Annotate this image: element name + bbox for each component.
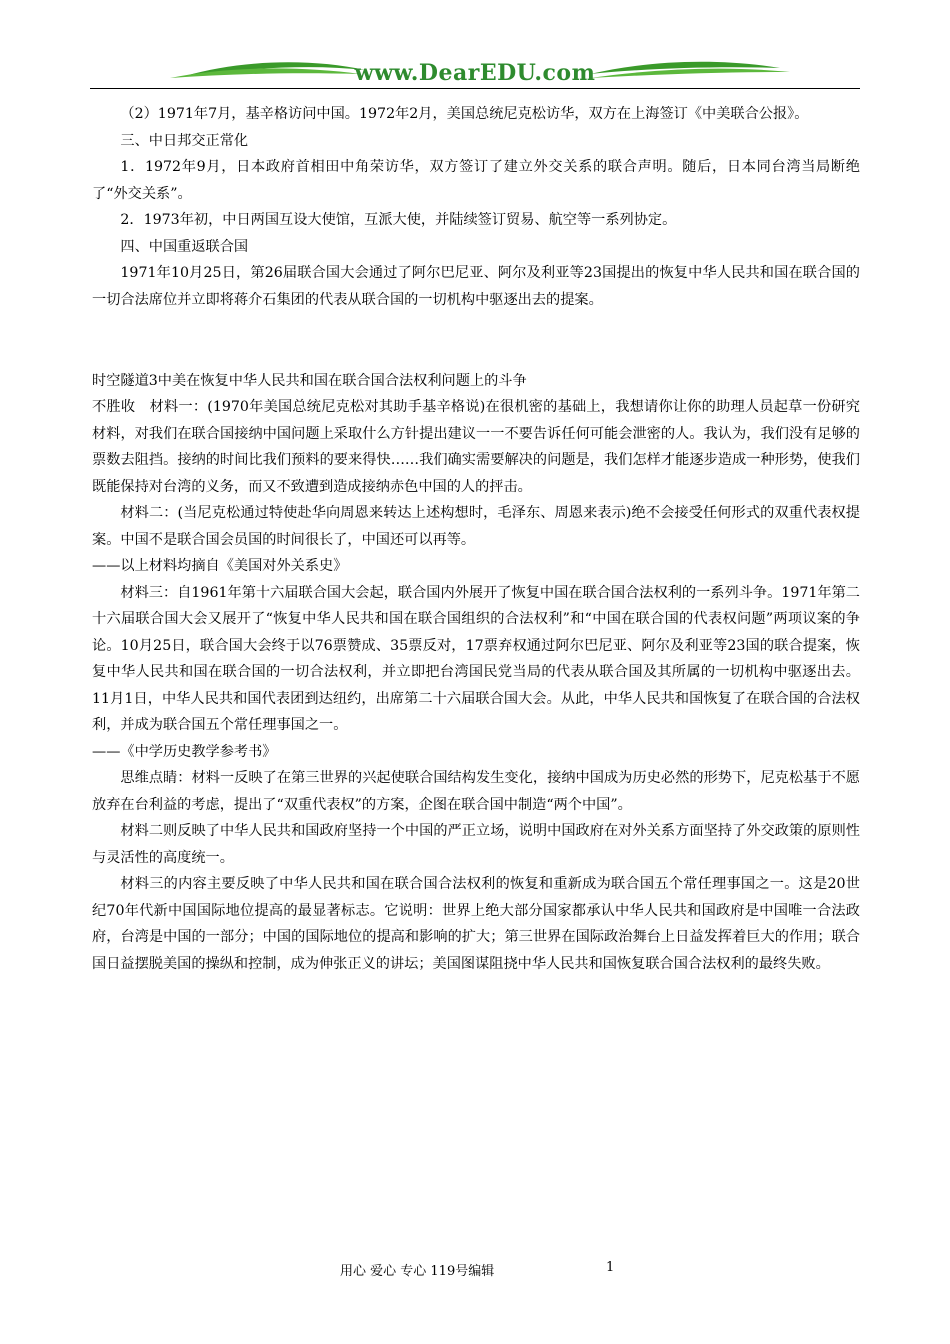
footer-text: 用心 爱心 专心 119号编辑 [340, 1264, 495, 1279]
paragraph: 时空隧道3中美在恢复中华人民共和国在联合国合法权利问题上的斗争 [92, 372, 527, 389]
paragraph: 不胜收 材料一：(1970年美国总统尼克松对其助手基辛格说)在很机密的基础上，我想请你让你的助理人员起草一份研究材料，对我们在联合国接纳中国问题上采取什么方针提出建议一一不要告诉任何可能会泄密的人。我认为，我们没有足够的票数去阻挡。接纳的时间比我们预料的要来得快……我们确实需要解决的问题是，我们怎样才能逐步造成一种形势，使我们既能保持对台湾的义务，而又不致遭到造成接纳赤色中国的人的抨击。 [92, 399, 860, 495]
header-divider [90, 88, 860, 89]
paragraph: 材料三：自1961年第十六届联合国大会起，联合国内外展开了恢复中国在联合国合法权利的一系列斗争。1971年第二十六届联合国大会又展开了“恢复中华人民共和国在联合国组织的合法权利”和“中国在联合国的代表权问题”两项议案的争论。10月25日，联合国大会终于以76票赞成、35票反对，17票弃权通过阿尔巴尼亚、阿尔及利亚等23国的联合提案，恢复中华人民共和国在联合国的一切合法权利，并立即把台湾国民党当局的代表从联合国及其所属的一切机构中驱逐出去。11月1日，中华人民共和国代表团到达纽约，出席第二十六届联合国大会。从此，中华人民共和国恢复了在联合国的合法权利，并成为联合国五个常任理事国之一。 [92, 584, 860, 734]
paragraph: 1971年10月25日，第26届联合国大会通过了阿尔巴尼亚、阿尔及利亚等23国提出的恢复中华人民共和国在联合国的一切合法席位并立即将蒋介石集团的代表从联合国的一切机构中驱逐出去的提案。 [92, 265, 860, 308]
paragraph: 材料二则反映了中华人民共和国政府坚持一个中国的严正立场，说明中国政府在对外关系方面坚持了外交政策的原则性与灵活性的高度统一。 [92, 823, 860, 866]
paragraph: 三、中日邦交正常化 [120, 132, 249, 149]
paragraph: 四、中国重返联合国 [120, 238, 249, 255]
paragraph: 材料二：(当尼克松通过特使赴华向周恩来转达上述构想时，毛泽东、周恩来表示)绝不会接受任何形式的双重代表权提案。中国不是联合国会员国的时间很长了，中国还可以再等。 [92, 505, 860, 548]
paragraph: ——以上材料均摘自《美国对外关系史》 [92, 558, 348, 575]
page-header [90, 56, 860, 94]
paragraph: 思维点睛：材料一反映了在第三世界的兴起使联合国结构发生变化，接纳中国成为历史必然的形势下，尼克松基于不愿放弃在台利益的考虑，提出了“双重代表权”的方案，企图在联合国中制造“两个中国”。 [92, 770, 860, 813]
site-logo-text[interactable]: www.DearEDU.com [354, 60, 596, 86]
page-number: 1 [606, 1260, 615, 1275]
document-body [92, 101, 860, 977]
blank-line [92, 327, 860, 354]
paragraph: ——《中学历史教学参考书》 [92, 743, 277, 760]
paragraph: （2）1971年7月，基辛格访问中国。1972年2月，美国总统尼克松访华，双方在上海签订《中美联合公报》。 [120, 106, 809, 122]
paragraph: 2．1973年初，中日两国互设大使馆，互派大使，并陆续签订贸易、航空等一系列协定。 [120, 212, 677, 228]
paragraph: 材料三的内容主要反映了中华人民共和国在联合国合法权利的恢复和重新成为联合国五个常任理事国之一。这是20世纪70年代新中国国际地位提高的最显著标志。它说明：世界上绝大部分国家都承认中华人民共和国政府是中国唯一合法政府，台湾是中国的一部分；中国的国际地位的提高和影响的扩大；第三世界在国际政治舞台上日益发挥着巨大的作用；联合国日益摆脱美国的操纵和控制，成为伸张正义的讲坛；美国图谋阻挠中华人民共和国恢复联合国合法权利的最终失败。 [92, 876, 860, 972]
paragraph: 1．1972年9月，日本政府首相田中角荣访华，双方签订了建立外交关系的联合声明。随后，日本同台湾当局断绝了“外交关系”。 [92, 159, 860, 202]
